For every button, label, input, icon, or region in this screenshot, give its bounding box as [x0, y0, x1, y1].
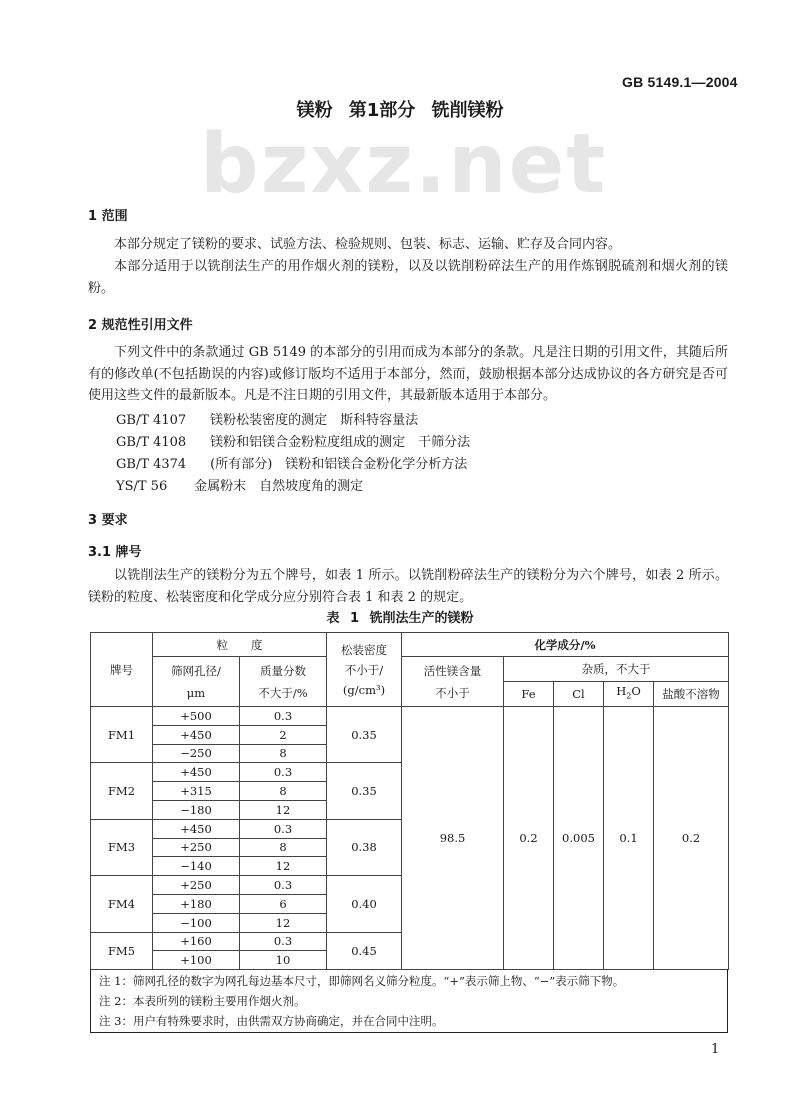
sieve-cell: +180 [153, 894, 240, 913]
header-bulk-density [327, 633, 402, 707]
section-2-paragraph: 下列文件中的条款通过 GB 5149 的本部分的引用而成为本部分的条款。凡是注日期的引用文件，其随后所有的修改单(不包括勘误的内容)或修订版均不适用于本部分，然而，鼓励根据本部分达成协议的各方研究是否可使用这些文件的最新版本。凡是不注日期的引用文件，其最新版本适用于本部分。 [88, 345, 728, 403]
mass-cell: 0.3 [240, 932, 327, 951]
sieve-cell: +250 [153, 876, 240, 895]
header-bulk-density-line3: (g/cm³) [342, 682, 386, 697]
standard-code: GB 5149.1—2004 [622, 74, 738, 90]
table-1 [90, 632, 729, 970]
header-sieve-line1: 筛网孔径/ [171, 663, 221, 678]
grade-cell: FM2 [91, 763, 153, 819]
active-mg-cell: 98.5 [402, 707, 504, 970]
reference-title: 镁粉和铝镁合金粉粒度组成的测定 干筛分法 [210, 435, 471, 450]
reference-title: (所有部分) 镁粉和铝镁合金粉化学分析方法 [210, 457, 468, 472]
grade-cell: FM3 [91, 819, 153, 875]
section-1-paragraph-2: 本部分适用于以铣削法生产的用作烟火剂的镁粉，以及以铣削粉碎法生产的用作炼钢脱硫剂和烟火剂的镁粉。 [88, 259, 728, 296]
sieve-cell: +450 [153, 819, 240, 838]
sieve-cell: +250 [153, 838, 240, 857]
mass-cell: 0.3 [240, 819, 327, 838]
grade-cell: FM4 [91, 876, 153, 932]
header-mass-line2: 不大于/% [258, 685, 308, 700]
mass-cell: 12 [240, 857, 327, 876]
header-sieve-line2: μm [186, 685, 206, 700]
header-active-mg-line1: 活性镁含量 [423, 663, 482, 678]
header-h2o-sub: 2 [626, 691, 632, 701]
section-3-heading: 3 要求 [88, 513, 128, 528]
header-impurity: 杂质，不大于 [504, 657, 729, 682]
table-row [91, 707, 729, 726]
header-mass-line1: 质量分数 [260, 663, 306, 678]
table-note-3: 注 3：用户有特殊要求时，由供需双方协商确定，并在合同中注明。 [99, 1014, 444, 1028]
sieve-cell: +100 [153, 951, 240, 970]
density-cell: 0.40 [327, 876, 402, 932]
reference-item [116, 413, 418, 429]
density-cell: 0.35 [327, 763, 402, 819]
sieve-cell: −140 [153, 857, 240, 876]
header-active-mg-line2: 不小于 [435, 685, 470, 700]
header-hcl-insoluble: 盐酸不溶物 [654, 682, 729, 707]
reference-code: YS/T 56 [116, 479, 168, 494]
mass-cell: 6 [240, 894, 327, 913]
reference-code: GB/T 4107 [116, 413, 187, 428]
sieve-cell: +160 [153, 932, 240, 951]
header-bulk-density-line2: 不小于/ [344, 662, 384, 677]
document-title: 镁粉 第1部分 铣削镁粉 [296, 100, 504, 121]
sieve-cell: +315 [153, 782, 240, 801]
section-2-heading: 2 规范性引用文件 [88, 318, 193, 333]
reference-title: 金属粉末 自然坡度角的测定 [194, 479, 364, 494]
header-mass-fraction [240, 657, 327, 707]
mass-cell: 0.3 [240, 763, 327, 782]
grade-cell: FM5 [91, 932, 153, 970]
header-grade: 牌号 [91, 633, 153, 707]
density-cell: 0.45 [327, 932, 402, 970]
header-chemical-composition: 化学成分/% [402, 633, 729, 657]
mass-cell: 8 [240, 744, 327, 763]
header-h2o-h: H [616, 684, 627, 699]
mass-cell: 0.3 [240, 876, 327, 895]
header-fe: Fe [504, 682, 554, 707]
watermark: bzxz.net [200, 117, 608, 212]
section-3-1-paragraph: 以铣削法生产的镁粉分为五个牌号，如表 1 所示。以铣削粉碎法生产的镁粉分为六个牌号，如表 2 所示。镁粉的粒度、松装密度和化学成分应分别符合表 1 和表 2 的规定。 [88, 568, 728, 605]
mass-cell: 12 [240, 913, 327, 932]
reference-item [116, 435, 470, 451]
page-number: 1 [711, 1042, 720, 1057]
mass-cell: 8 [240, 782, 327, 801]
section-3-1-heading: 3.1 牌号 [88, 545, 142, 560]
mass-cell: 8 [240, 838, 327, 857]
mass-cell: 10 [240, 951, 327, 970]
density-cell: 0.35 [327, 707, 402, 763]
header-h2o-o: O [631, 684, 641, 699]
reference-item [116, 479, 363, 495]
sieve-cell: −180 [153, 800, 240, 819]
reference-code: GB/T 4108 [116, 435, 187, 450]
mass-cell: 2 [240, 725, 327, 744]
mass-cell: 12 [240, 800, 327, 819]
cl-cell: 0.005 [554, 707, 604, 970]
table-note-2: 注 2：本表所列的镁粉主要用作烟火剂。 [99, 994, 306, 1008]
grade-cell: FM1 [91, 707, 153, 763]
header-cl: Cl [554, 682, 604, 707]
mass-cell: 0.3 [240, 707, 327, 726]
sieve-cell: +450 [153, 725, 240, 744]
reference-item [116, 457, 467, 473]
header-bulk-density-line1: 松装密度 [341, 642, 387, 657]
header-sieve-aperture [153, 657, 240, 707]
fe-cell: 0.2 [504, 707, 554, 970]
section-1-heading: 1 范围 [88, 209, 128, 224]
table-1-notes [90, 969, 728, 1033]
h2o-cell: 0.1 [604, 707, 654, 970]
hcl-insoluble-cell: 0.2 [654, 707, 729, 970]
header-h2o [604, 682, 654, 707]
density-cell: 0.38 [327, 819, 402, 875]
reference-title: 镁粉松装密度的测定 斯科特容量法 [210, 413, 419, 428]
table-note-1: 注 1：筛网孔径的数字为网孔每边基本尺寸，即筛网名义筛分粒度。“+”表示筛上物、“−”表示筛下物。 [99, 974, 625, 988]
reference-code: GB/T 4374 [116, 457, 187, 472]
table-1-caption: 表 1 铣削法生产的镁粉 [326, 611, 474, 626]
section-1-paragraph-1: 本部分规定了镁粉的要求、试验方法、检验规则、包装、标志、运输、贮存及合同内容。 [114, 237, 622, 252]
sieve-cell: −250 [153, 744, 240, 763]
sieve-cell: +500 [153, 707, 240, 726]
sieve-cell: −100 [153, 913, 240, 932]
header-particle-size: 粒 度 [153, 633, 327, 657]
header-active-mg [402, 657, 504, 707]
sieve-cell: +450 [153, 763, 240, 782]
